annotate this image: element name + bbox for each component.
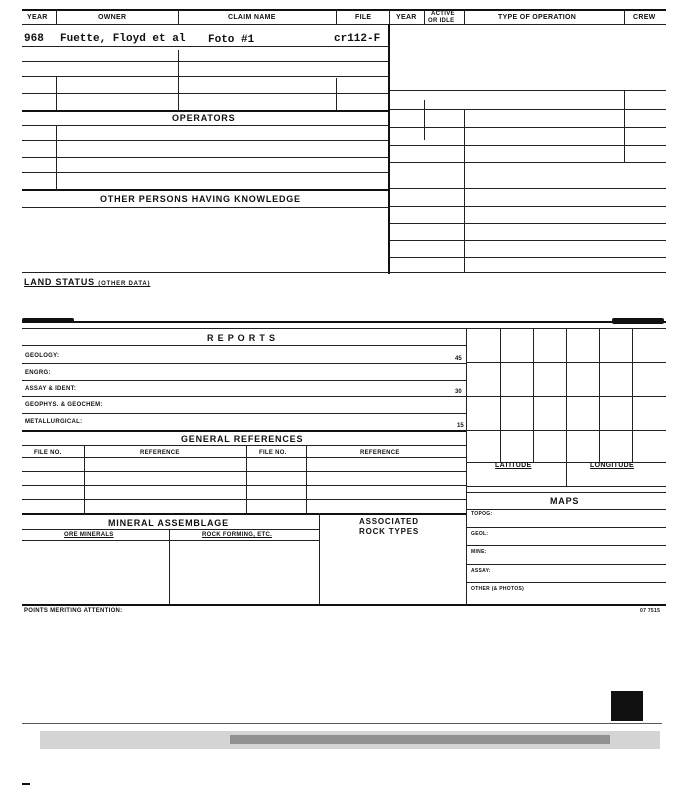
col-line [178, 50, 179, 110]
col-line [56, 76, 57, 110]
col-active-1: ACTIVE [431, 11, 455, 17]
gen-ref-line [22, 471, 466, 472]
smudge-left [22, 318, 74, 323]
maps-line [466, 545, 666, 546]
right-row [390, 257, 666, 258]
gen-ref-top [22, 430, 466, 432]
ref-col-ref-1: REFERENCE [140, 450, 180, 456]
row-line [22, 46, 389, 47]
mineral-line [22, 529, 319, 530]
bottom-rule [22, 604, 666, 606]
scan-speck [22, 783, 30, 785]
associated-heading-1: ASSOCIATED [359, 517, 419, 526]
land-status-heading [24, 277, 150, 287]
mineral-top [22, 513, 466, 515]
col-type-of-operation: TYPE OF OPERATION [498, 14, 577, 21]
mineral-col-rock: ROCK FORMING, ETC. [202, 532, 273, 538]
report-engrg: ENGRG: [25, 370, 51, 376]
right-row [390, 240, 666, 241]
map-geol: GEOL: [471, 531, 489, 537]
grid-col [632, 328, 633, 462]
center-divider [388, 24, 390, 274]
operators-line [22, 172, 389, 173]
gen-ref-line [22, 485, 466, 486]
reports-line [22, 413, 466, 414]
gen-ref-col [84, 445, 85, 513]
right-row [390, 223, 666, 224]
map-other: OTHER (& PHOTOS) [471, 586, 525, 592]
maps-line [466, 509, 666, 510]
hdr-sep [624, 10, 625, 24]
col-year-2: YEAR [396, 14, 417, 21]
maps-line [466, 582, 666, 583]
gen-ref-col [246, 445, 247, 513]
col-crew: CREW [633, 14, 656, 21]
operators-line [22, 157, 389, 158]
grid-col [533, 328, 534, 462]
longitude-label: LONGITUDE [590, 462, 634, 469]
other-persons-top [22, 189, 389, 191]
reports-heading: R E P O R T S [207, 333, 276, 343]
right-row [390, 206, 666, 207]
operators-top [22, 110, 389, 112]
other-persons-line [22, 207, 389, 208]
smudge-right [612, 318, 664, 324]
land-status-label: LAND STATUS [24, 277, 95, 287]
gen-ref-line [22, 445, 466, 446]
associated-divider [319, 513, 320, 604]
col-active-2: OR IDLE [428, 18, 455, 24]
hdr-sep [56, 10, 57, 24]
report-geology: GEOLOGY: [25, 353, 60, 359]
ref-col-ref-2: REFERENCE [360, 450, 400, 456]
hdr-sep [336, 10, 337, 24]
map-mine: MINE: [471, 549, 487, 555]
reports-line [22, 380, 466, 381]
right-row [390, 272, 666, 273]
col-file: FILE [355, 14, 372, 21]
operators-line [22, 125, 389, 126]
reports-line [22, 363, 466, 364]
general-references-heading: GENERAL REFERENCES [181, 434, 304, 444]
reports-top-rule [22, 321, 666, 323]
col-owner: OWNER [98, 14, 127, 21]
ref-col-file-1: FILE NO. [34, 450, 62, 456]
right-col [464, 109, 465, 272]
maps-heading: MAPS [550, 496, 580, 506]
report-metallurgical: METALLURGICAL: [25, 419, 83, 425]
grid-col [500, 328, 501, 462]
right-row [390, 162, 666, 163]
operators-heading: OPERATORS [172, 113, 236, 123]
maps-line [466, 564, 666, 565]
scan-noise-dark [230, 735, 610, 744]
hdr-sep [178, 10, 179, 24]
reports-frame-top [22, 328, 666, 329]
points-meriting-attention: POINTS MERITING ATTENTION: [24, 608, 123, 614]
reports-right-edge [466, 328, 467, 604]
col-year: YEAR [27, 14, 48, 21]
maps-line [466, 486, 666, 487]
map-topog: TOPOG: [471, 511, 493, 517]
mineral-col [169, 529, 170, 604]
scan-streak [22, 723, 662, 724]
land-status-sub: (OTHER DATA) [98, 281, 151, 287]
report-assay: ASSAY & IDENT: [25, 386, 77, 392]
hdr-sep [389, 10, 390, 24]
report-geophys: GEOPHYS. & GEOCHEM: [25, 402, 103, 408]
form-code: 07 7515 [640, 608, 661, 614]
operators-line [22, 140, 389, 141]
entry-file: cr112-F [334, 33, 381, 45]
associated-heading-2: ROCK TYPES [359, 527, 420, 536]
map-assay: ASSAY: [471, 568, 491, 574]
other-persons-heading: OTHER PERSONS HAVING KNOWLEDGE [100, 194, 301, 204]
entry-year: 968 [24, 33, 44, 45]
reports-line [22, 345, 466, 346]
gen-ref-line [22, 457, 466, 458]
maps-line [466, 527, 666, 528]
report-num-15: 15 [457, 423, 464, 429]
col-claim-name: CLAIM NAME [228, 14, 276, 21]
gen-ref-line [22, 499, 466, 500]
right-col [424, 100, 425, 140]
right-col [624, 90, 625, 162]
operators-col [56, 125, 57, 189]
hdr-sep [464, 10, 465, 24]
bottom-section-line [22, 272, 389, 273]
mineral-line [22, 540, 319, 541]
report-num-30: 30 [455, 389, 462, 395]
row-line [22, 76, 389, 77]
mineral-col-ore: ORE MINERALS [64, 532, 114, 538]
reports-line [22, 396, 466, 397]
scan-block [611, 691, 643, 721]
entry-owner: Fuette, Floyd et al [60, 33, 186, 45]
header-bottom-line [22, 24, 666, 25]
maps-line [466, 492, 666, 493]
row-line [22, 61, 389, 62]
col-line [336, 78, 337, 110]
latitude-label: LATITUDE [495, 462, 532, 469]
ref-col-file-2: FILE NO. [259, 450, 287, 456]
row-line [22, 93, 389, 94]
grid-col [599, 328, 600, 462]
hdr-sep [424, 10, 425, 24]
right-row [390, 188, 666, 189]
mineral-assemblage-heading: MINERAL ASSEMBLAGE [108, 518, 229, 528]
report-num-45: 45 [455, 356, 462, 362]
top-border [22, 9, 666, 11]
entry-claim-name: Foto #1 [208, 34, 255, 46]
gen-ref-col [306, 445, 307, 513]
